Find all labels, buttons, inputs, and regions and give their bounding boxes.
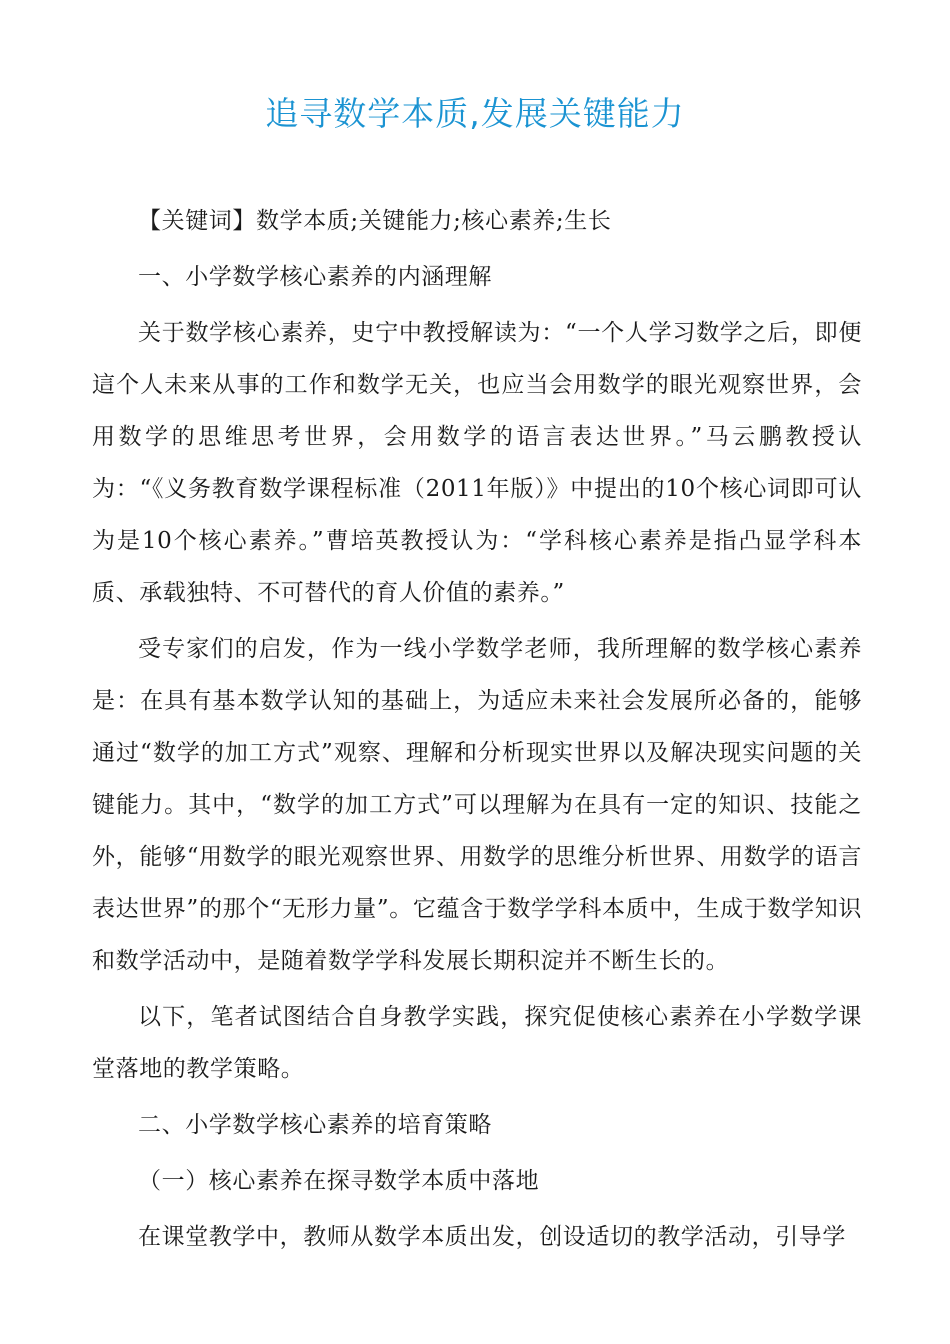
- paragraph-understanding: 受专家们的启发，作为一线小学数学老师，我所理解的数学核心素养是：在具有基本数学认知的基础上，为适应未来社会发展所必备的，能够通过“数学的加工方式”观察、理解和分析现实世界以及解决现实问题的关键能力。其中，“数学的加工方式”可以理解为在具有一定的知识、技能之外，能够“用数学的眼光观察世界、用数学的思维分析世界、用数学的语言表达世界”的那个“无形力量”。它蕴含于数学学科本质中，生成于数学知识和数学活动中，是随着数学学科发展长期积淀并不断生长的。: [92, 636, 862, 974]
- keywords-line: 【关键词】数学本质;关键能力;核心素养;生长: [138, 208, 612, 234]
- paragraph-intro-strategy: 以下，笔者试图结合自身教学实践，探究促使核心素养在小学数学课堂落地的教学策略。: [92, 1004, 862, 1082]
- paragraph-definitions: 关于数学核心素养，史宁中教授解读为：“一个人学习数学之后，即便這个人未来从事的工作和数学无关，也应当会用数学的眼光观察世界，会用数学的思维思考世界，会用数学的语言表达世界。”马云鹏教授认为：“《义务教育数学课程标准（2011年版）》中提出的10个核心词即可认为是10个核心素养。”曹培英教授认为：“学科核心素养是指凸显学科本质、承载独特、不可替代的育人价值的素养。”: [92, 320, 862, 606]
- document-body: [92, 195, 862, 1263]
- document-title: 追寻数学本质,发展关键能力: [265, 94, 685, 133]
- paragraph-classroom: 在课堂教学中，教师从数学本质出发，创设适切的教学活动，引导学: [138, 1224, 846, 1250]
- subsection-heading-1: （一）核心素养在探寻数学本质中落地: [138, 1168, 540, 1194]
- section-heading-2: 二、小学数学核心素养的培育策略: [138, 1112, 492, 1138]
- section-heading-1: 一、小学数学核心素养的内涵理解: [138, 264, 492, 290]
